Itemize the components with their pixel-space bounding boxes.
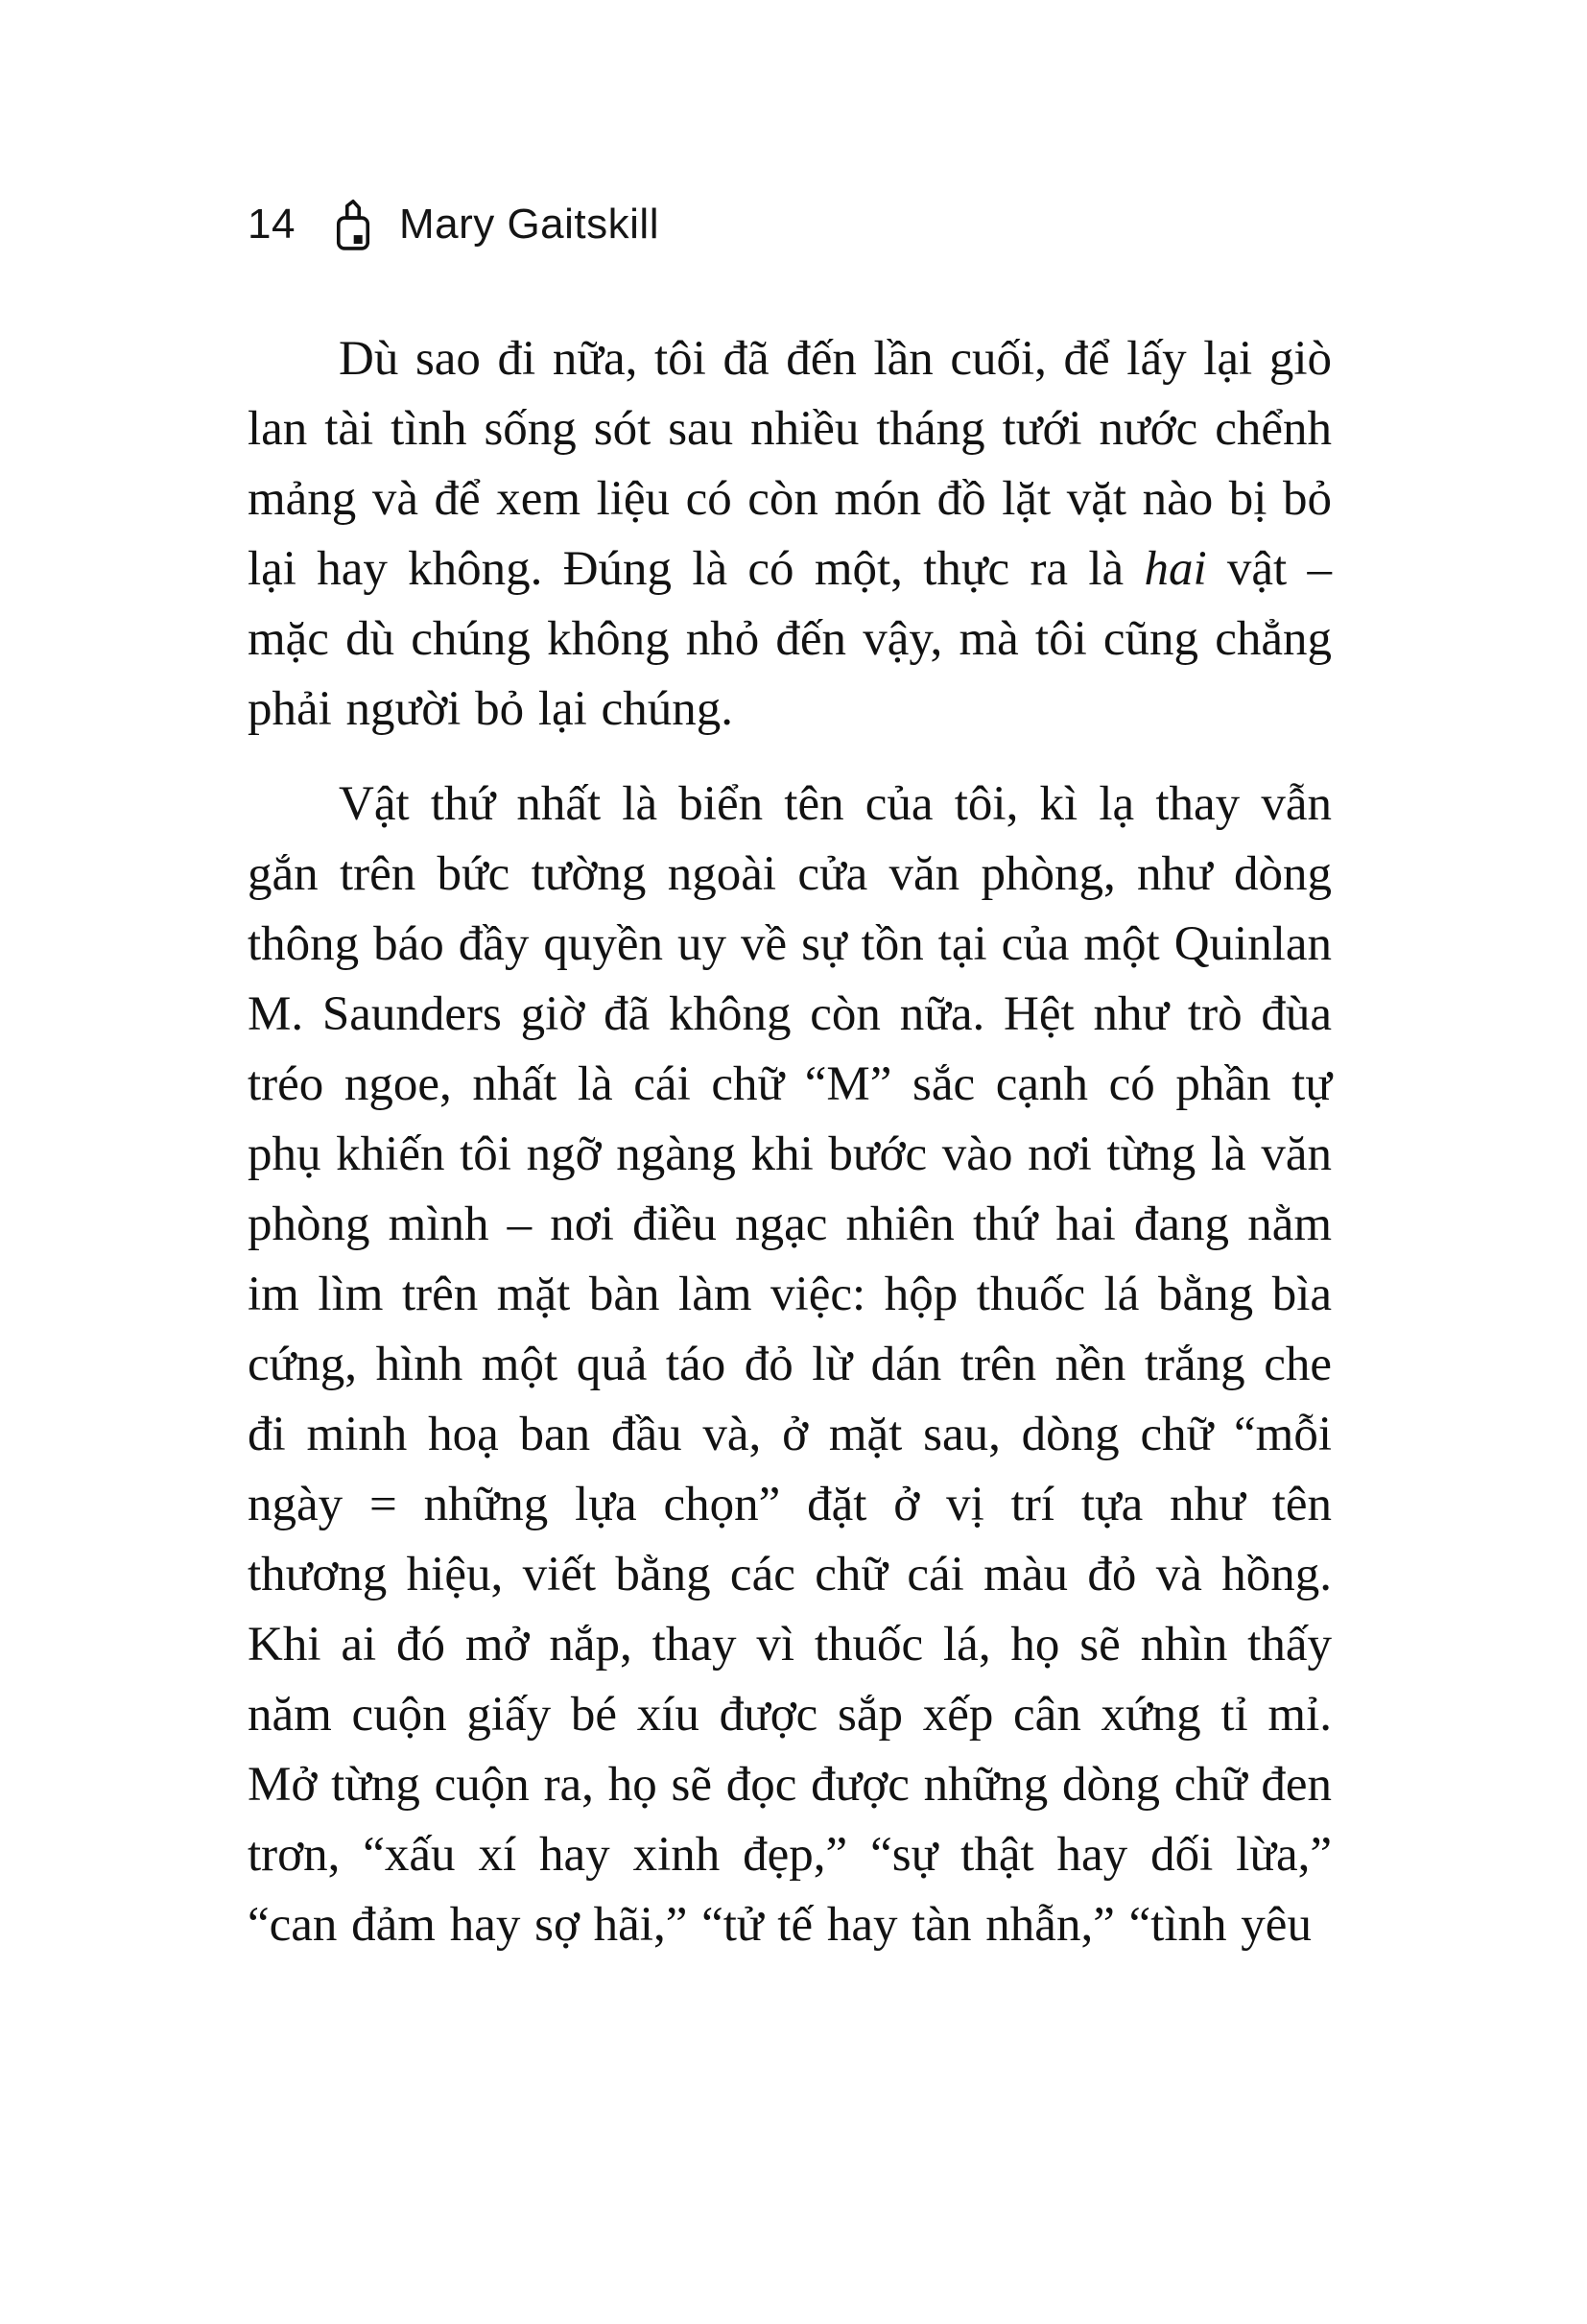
page-number: 14 (248, 201, 296, 248)
paragraph-1-segment-a: Dù sao đi nữa, tôi đã đến lần cuối, để lấy lại giò lan tài tình sống sót sau nhiều tháng tưới nước chểnh mảng và để xem liệu có còn món đồ lặt vặt nào bị bỏ lại hay không. Đúng là có một, thực ra là (248, 332, 1332, 596)
paragraph-1-italic-word: hai (1144, 542, 1207, 596)
lipstick-icon (336, 198, 370, 251)
body-text (248, 324, 1332, 1960)
page-header (248, 198, 659, 251)
paragraph-2: Vật thứ nhất là biển tên của tôi, kì lạ thay vẫn gắn trên bức tường ngoài cửa văn phòng, như dòng thông báo đầy quyền uy về sự tồn tại của một Quinlan M. Saunders giờ đã không còn nữa. Hệt như trò đùa tréo ngoe, nhất là cái chữ “M” sắc cạnh có phần tự phụ khiến tôi ngỡ ngàng khi bước vào nơi từng là văn phòng mình – nơi điều ngạc nhiên thứ hai đang nằm im lìm trên mặt bàn làm việc: hộp thuốc lá bằng bìa cứng, hình một quả táo đỏ lừ dán trên nền trắng che đi minh hoạ ban đầu và, ở mặt sau, dòng chữ “mỗi ngày = những lựa chọn” đặt ở vị trí tựa như tên thương hiệu, viết bằng các chữ cái màu đỏ và hồng. Khi ai đó mở nắp, thay vì thuốc lá, họ sẽ nhìn thấy năm cuộn giấy bé xíu được sắp xếp cân xứng tỉ mỉ. Mở từng cuộn ra, họ sẽ đọc được những dòng chữ đen trơn, “xấu xí hay xinh đẹp,” “sự thật hay dối lừa,” “can đảm hay sợ hãi,” “tử tế hay tàn nhẫn,” “tình yêu (248, 777, 1332, 1952)
author-name: Mary Gaitskill (398, 201, 659, 248)
paragraph-1 (248, 324, 1332, 745)
paragraph-1-segment-b: vật – mặc dù chúng không nhỏ đến vậy, mà tôi cũng chẳng phải người bỏ lại chúng. (248, 542, 1332, 736)
